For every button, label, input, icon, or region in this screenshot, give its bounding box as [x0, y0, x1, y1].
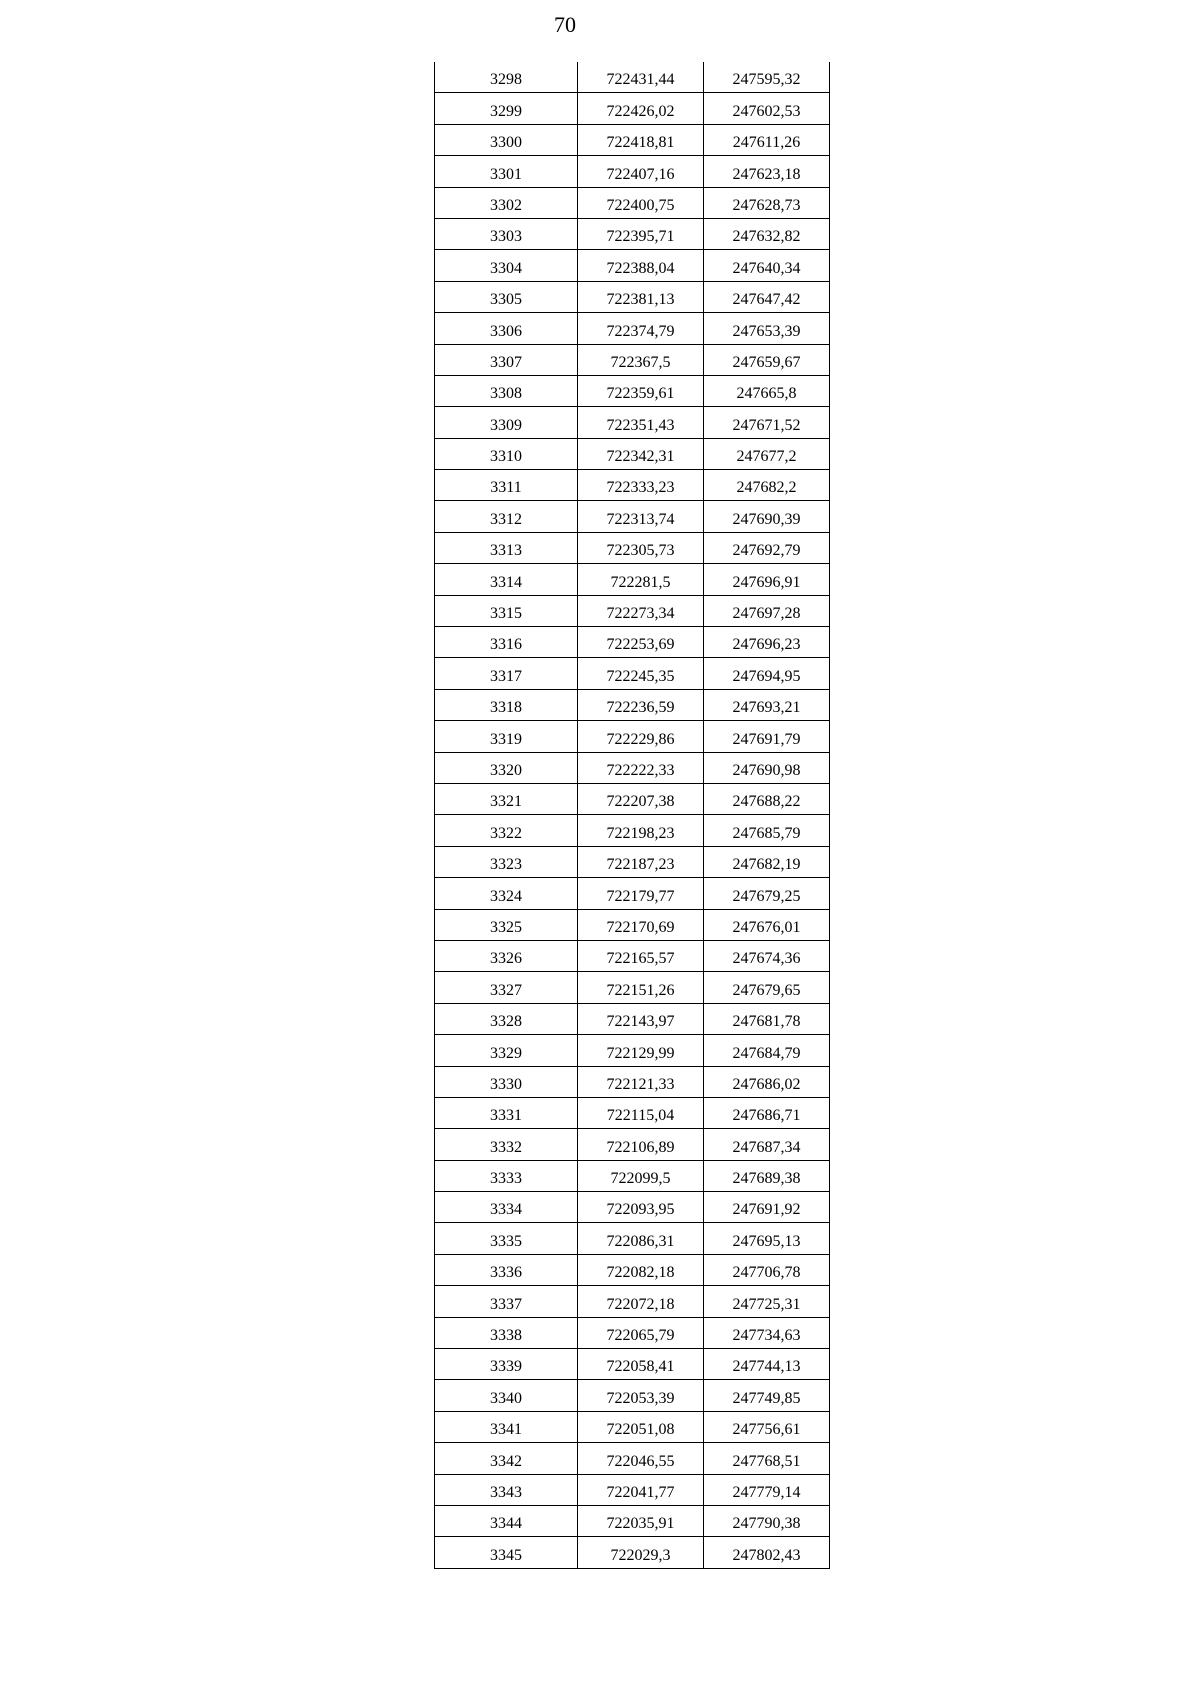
point-number-cell: 3305 [435, 281, 578, 312]
x-coordinate-cell: 722229,86 [578, 721, 704, 752]
x-coordinate-cell: 722187,23 [578, 846, 704, 877]
table-row [435, 815, 830, 846]
table-row [435, 1097, 830, 1128]
y-coordinate-cell: 247802,43 [704, 1537, 830, 1568]
y-coordinate-cell: 247602,53 [704, 93, 830, 124]
x-coordinate-cell: 722418,81 [578, 124, 704, 155]
x-coordinate-cell: 722400,75 [578, 187, 704, 218]
table-row [435, 313, 830, 344]
point-number-cell: 3309 [435, 407, 578, 438]
page-number: 70 [554, 12, 576, 37]
table-row [435, 407, 830, 438]
y-coordinate-cell: 247647,42 [704, 281, 830, 312]
table-row [435, 909, 830, 940]
y-coordinate-cell: 247674,36 [704, 940, 830, 971]
point-number-cell: 3307 [435, 344, 578, 375]
point-number-cell: 3334 [435, 1192, 578, 1223]
table-row [435, 627, 830, 658]
table-row [435, 218, 830, 249]
table-row [435, 1411, 830, 1442]
point-number-cell: 3343 [435, 1474, 578, 1505]
point-number-cell: 3321 [435, 783, 578, 814]
x-coordinate-cell: 722273,34 [578, 595, 704, 626]
point-number-cell: 3317 [435, 658, 578, 689]
point-number-cell: 3344 [435, 1505, 578, 1536]
y-coordinate-cell: 247679,65 [704, 972, 830, 1003]
table-row [435, 250, 830, 281]
point-number-cell: 3324 [435, 878, 578, 909]
y-coordinate-cell: 247679,25 [704, 878, 830, 909]
x-coordinate-cell: 722053,39 [578, 1380, 704, 1411]
y-coordinate-cell: 247689,38 [704, 1160, 830, 1191]
table-row [435, 281, 830, 312]
table-row [435, 1443, 830, 1474]
y-coordinate-cell: 247756,61 [704, 1411, 830, 1442]
table-row [435, 1505, 830, 1536]
x-coordinate-cell: 722129,99 [578, 1035, 704, 1066]
table-row [435, 1160, 830, 1191]
x-coordinate-cell: 722431,44 [578, 62, 704, 93]
point-number-cell: 3312 [435, 501, 578, 532]
y-coordinate-cell: 247677,2 [704, 438, 830, 469]
y-coordinate-cell: 247681,78 [704, 1003, 830, 1034]
table-row [435, 1286, 830, 1317]
point-number-cell: 3325 [435, 909, 578, 940]
y-coordinate-cell: 247692,79 [704, 532, 830, 563]
y-coordinate-cell: 247734,63 [704, 1317, 830, 1348]
y-coordinate-cell: 247632,82 [704, 218, 830, 249]
y-coordinate-cell: 247779,14 [704, 1474, 830, 1505]
point-number-cell: 3339 [435, 1349, 578, 1380]
y-coordinate-cell: 247685,79 [704, 815, 830, 846]
table-row [435, 1003, 830, 1034]
x-coordinate-cell: 722072,18 [578, 1286, 704, 1317]
table-row [435, 878, 830, 909]
x-coordinate-cell: 722035,91 [578, 1505, 704, 1536]
point-number-cell: 3313 [435, 532, 578, 563]
table-row [435, 532, 830, 563]
x-coordinate-cell: 722051,08 [578, 1411, 704, 1442]
table-row [435, 1192, 830, 1223]
point-number-cell: 3316 [435, 627, 578, 658]
point-number-cell: 3308 [435, 375, 578, 406]
y-coordinate-cell: 247640,34 [704, 250, 830, 281]
x-coordinate-cell: 722313,74 [578, 501, 704, 532]
y-coordinate-cell: 247628,73 [704, 187, 830, 218]
x-coordinate-cell: 722029,3 [578, 1537, 704, 1568]
y-coordinate-cell: 247665,8 [704, 375, 830, 406]
coordinates-table-body [435, 62, 830, 1568]
point-number-cell: 3328 [435, 1003, 578, 1034]
x-coordinate-cell: 722253,69 [578, 627, 704, 658]
x-coordinate-cell: 722426,02 [578, 93, 704, 124]
table-row [435, 1537, 830, 1568]
x-coordinate-cell: 722281,5 [578, 564, 704, 595]
y-coordinate-cell: 247691,79 [704, 721, 830, 752]
y-coordinate-cell: 247682,19 [704, 846, 830, 877]
point-number-cell: 3338 [435, 1317, 578, 1348]
table-row [435, 846, 830, 877]
point-number-cell: 3345 [435, 1537, 578, 1568]
x-coordinate-cell: 722041,77 [578, 1474, 704, 1505]
y-coordinate-cell: 247687,34 [704, 1129, 830, 1160]
x-coordinate-cell: 722082,18 [578, 1254, 704, 1285]
x-coordinate-cell: 722170,69 [578, 909, 704, 940]
point-number-cell: 3341 [435, 1411, 578, 1442]
y-coordinate-cell: 247686,02 [704, 1066, 830, 1097]
point-number-cell: 3299 [435, 93, 578, 124]
table-row [435, 470, 830, 501]
point-number-cell: 3329 [435, 1035, 578, 1066]
table-row [435, 1317, 830, 1348]
point-number-cell: 3306 [435, 313, 578, 344]
table-row [435, 438, 830, 469]
x-coordinate-cell: 722179,77 [578, 878, 704, 909]
x-coordinate-cell: 722046,55 [578, 1443, 704, 1474]
x-coordinate-cell: 722115,04 [578, 1097, 704, 1128]
y-coordinate-cell: 247696,23 [704, 627, 830, 658]
x-coordinate-cell: 722106,89 [578, 1129, 704, 1160]
table-row [435, 375, 830, 406]
x-coordinate-cell: 722086,31 [578, 1223, 704, 1254]
y-coordinate-cell: 247749,85 [704, 1380, 830, 1411]
x-coordinate-cell: 722099,5 [578, 1160, 704, 1191]
point-number-cell: 3322 [435, 815, 578, 846]
table-row [435, 1380, 830, 1411]
x-coordinate-cell: 722198,23 [578, 815, 704, 846]
point-number-cell: 3340 [435, 1380, 578, 1411]
coordinates-table [434, 62, 830, 1569]
table-row [435, 564, 830, 595]
x-coordinate-cell: 722351,43 [578, 407, 704, 438]
y-coordinate-cell: 247653,39 [704, 313, 830, 344]
x-coordinate-cell: 722236,59 [578, 689, 704, 720]
table-row [435, 344, 830, 375]
y-coordinate-cell: 247706,78 [704, 1254, 830, 1285]
x-coordinate-cell: 722359,61 [578, 375, 704, 406]
table-row [435, 1474, 830, 1505]
y-coordinate-cell: 247686,71 [704, 1097, 830, 1128]
x-coordinate-cell: 722065,79 [578, 1317, 704, 1348]
point-number-cell: 3300 [435, 124, 578, 155]
point-number-cell: 3298 [435, 62, 578, 93]
y-coordinate-cell: 247611,26 [704, 124, 830, 155]
x-coordinate-cell: 722381,13 [578, 281, 704, 312]
point-number-cell: 3315 [435, 595, 578, 626]
y-coordinate-cell: 247744,13 [704, 1349, 830, 1380]
y-coordinate-cell: 247693,21 [704, 689, 830, 720]
point-number-cell: 3304 [435, 250, 578, 281]
table-row [435, 187, 830, 218]
table-row [435, 689, 830, 720]
table-row [435, 1066, 830, 1097]
table-row [435, 783, 830, 814]
x-coordinate-cell: 722367,5 [578, 344, 704, 375]
x-coordinate-cell: 722245,35 [578, 658, 704, 689]
point-number-cell: 3314 [435, 564, 578, 595]
x-coordinate-cell: 722165,57 [578, 940, 704, 971]
table-row [435, 124, 830, 155]
y-coordinate-cell: 247790,38 [704, 1505, 830, 1536]
y-coordinate-cell: 247697,28 [704, 595, 830, 626]
table-row [435, 1223, 830, 1254]
x-coordinate-cell: 722121,33 [578, 1066, 704, 1097]
point-number-cell: 3336 [435, 1254, 578, 1285]
table-row [435, 1035, 830, 1066]
x-coordinate-cell: 722388,04 [578, 250, 704, 281]
x-coordinate-cell: 722151,26 [578, 972, 704, 1003]
point-number-cell: 3326 [435, 940, 578, 971]
point-number-cell: 3302 [435, 187, 578, 218]
point-number-cell: 3319 [435, 721, 578, 752]
point-number-cell: 3311 [435, 470, 578, 501]
x-coordinate-cell: 722222,33 [578, 752, 704, 783]
y-coordinate-cell: 247682,2 [704, 470, 830, 501]
table-row [435, 752, 830, 783]
table-row [435, 501, 830, 532]
table-row [435, 1349, 830, 1380]
x-coordinate-cell: 722333,23 [578, 470, 704, 501]
table-row [435, 721, 830, 752]
point-number-cell: 3310 [435, 438, 578, 469]
y-coordinate-cell: 247623,18 [704, 156, 830, 187]
point-number-cell: 3327 [435, 972, 578, 1003]
point-number-cell: 3331 [435, 1097, 578, 1128]
x-coordinate-cell: 722207,38 [578, 783, 704, 814]
x-coordinate-cell: 722093,95 [578, 1192, 704, 1223]
x-coordinate-cell: 722305,73 [578, 532, 704, 563]
table-row [435, 1129, 830, 1160]
y-coordinate-cell: 247671,52 [704, 407, 830, 438]
y-coordinate-cell: 247696,91 [704, 564, 830, 595]
y-coordinate-cell: 247688,22 [704, 783, 830, 814]
point-number-cell: 3301 [435, 156, 578, 187]
point-number-cell: 3335 [435, 1223, 578, 1254]
table-row [435, 658, 830, 689]
table-row [435, 972, 830, 1003]
y-coordinate-cell: 247725,31 [704, 1286, 830, 1317]
x-coordinate-cell: 722407,16 [578, 156, 704, 187]
point-number-cell: 3330 [435, 1066, 578, 1097]
y-coordinate-cell: 247690,39 [704, 501, 830, 532]
x-coordinate-cell: 722342,31 [578, 438, 704, 469]
point-number-cell: 3318 [435, 689, 578, 720]
point-number-cell: 3303 [435, 218, 578, 249]
y-coordinate-cell: 247595,32 [704, 62, 830, 93]
x-coordinate-cell: 722058,41 [578, 1349, 704, 1380]
table-row [435, 93, 830, 124]
table-row [435, 1254, 830, 1285]
y-coordinate-cell: 247690,98 [704, 752, 830, 783]
point-number-cell: 3323 [435, 846, 578, 877]
y-coordinate-cell: 247659,67 [704, 344, 830, 375]
point-number-cell: 3332 [435, 1129, 578, 1160]
point-number-cell: 3342 [435, 1443, 578, 1474]
y-coordinate-cell: 247684,79 [704, 1035, 830, 1066]
y-coordinate-cell: 247694,95 [704, 658, 830, 689]
y-coordinate-cell: 247691,92 [704, 1192, 830, 1223]
x-coordinate-cell: 722395,71 [578, 218, 704, 249]
x-coordinate-cell: 722374,79 [578, 313, 704, 344]
y-coordinate-cell: 247676,01 [704, 909, 830, 940]
point-number-cell: 3333 [435, 1160, 578, 1191]
point-number-cell: 3337 [435, 1286, 578, 1317]
table-row [435, 62, 830, 93]
x-coordinate-cell: 722143,97 [578, 1003, 704, 1034]
y-coordinate-cell: 247768,51 [704, 1443, 830, 1474]
table-row [435, 156, 830, 187]
table-row [435, 940, 830, 971]
table-row [435, 595, 830, 626]
y-coordinate-cell: 247695,13 [704, 1223, 830, 1254]
point-number-cell: 3320 [435, 752, 578, 783]
